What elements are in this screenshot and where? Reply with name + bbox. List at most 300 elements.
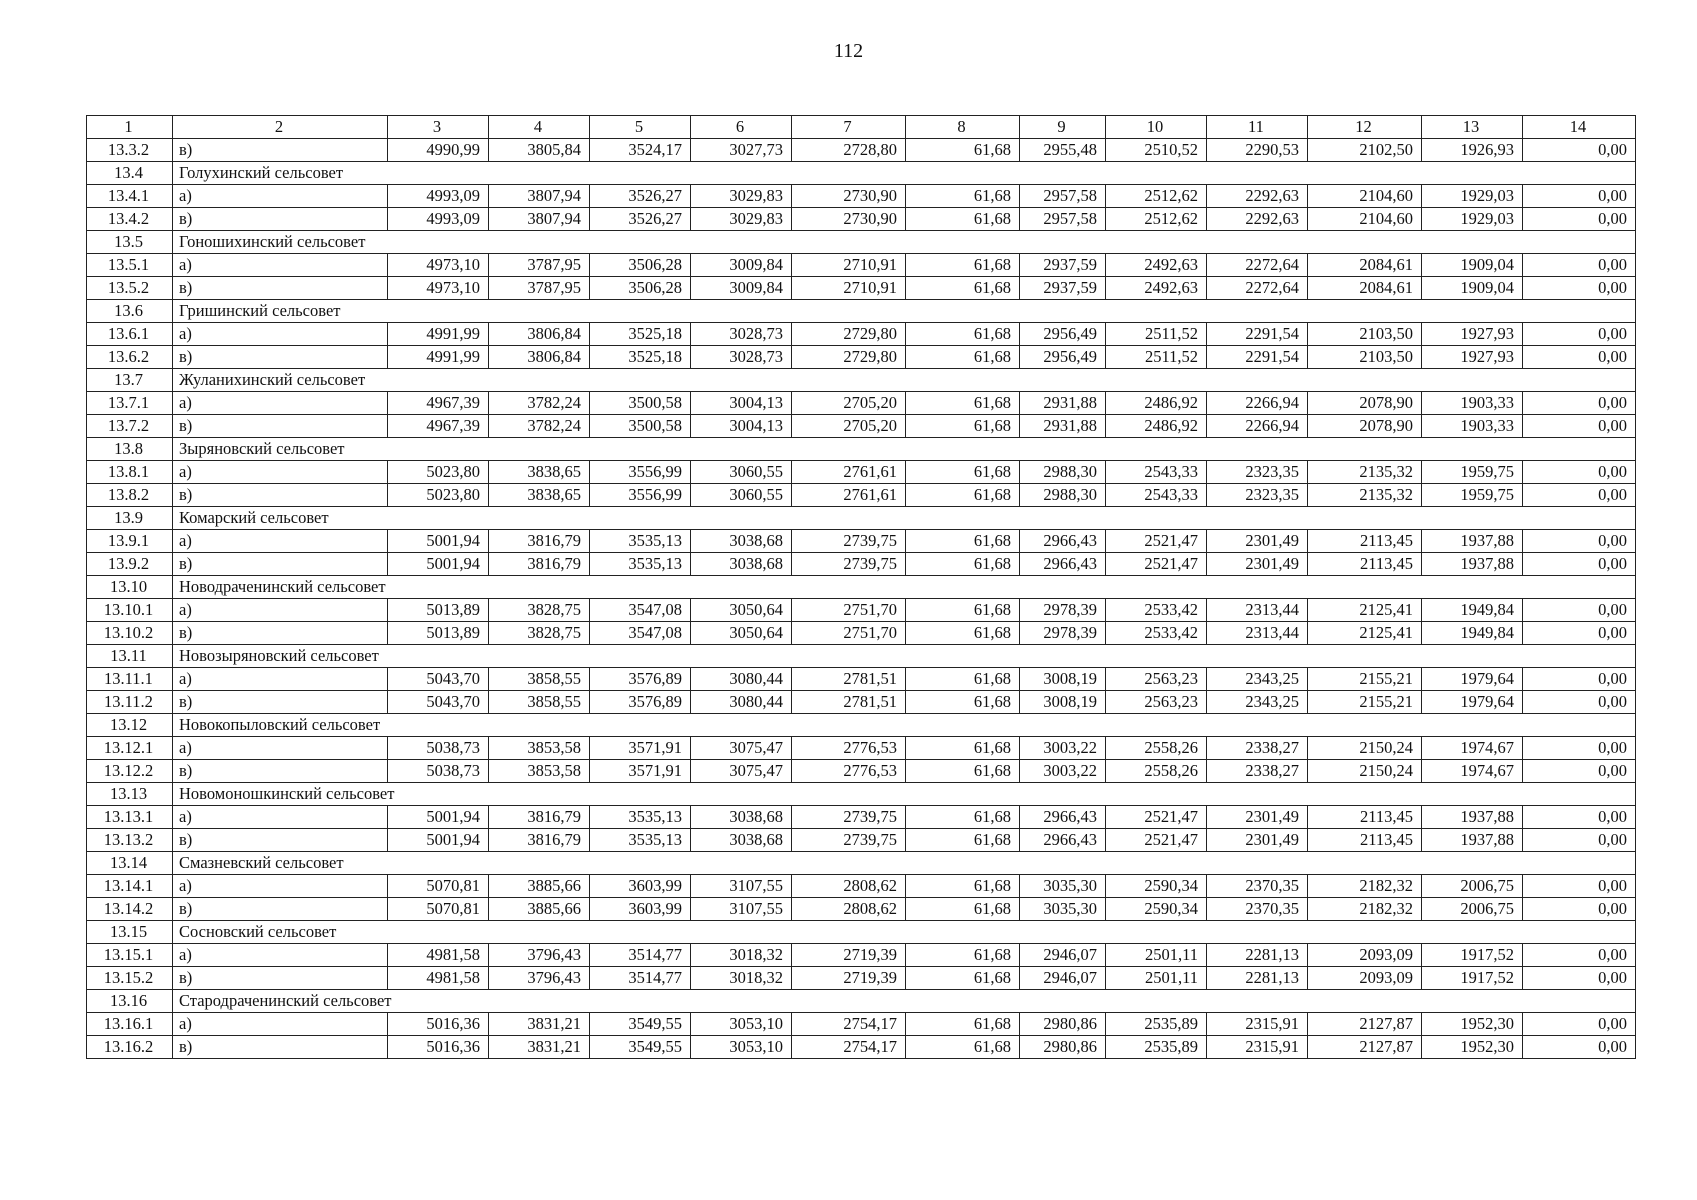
value-cell: 5001,94 [388, 553, 489, 576]
value-cell: 2290,53 [1207, 139, 1308, 162]
value-cell: 0,00 [1523, 829, 1636, 852]
value-cell: 3075,47 [691, 737, 792, 760]
value-cell: 2301,49 [1207, 806, 1308, 829]
column-number-cell: 5 [590, 116, 691, 139]
row-variant: а) [173, 668, 388, 691]
value-cell: 2301,49 [1207, 829, 1308, 852]
row-code: 13.4.1 [87, 185, 173, 208]
value-cell: 61,68 [906, 668, 1020, 691]
table-row [87, 530, 1636, 553]
section-row [87, 438, 1636, 461]
value-cell: 1952,30 [1422, 1036, 1523, 1059]
column-number-cell: 2 [173, 116, 388, 139]
value-cell: 2521,47 [1106, 806, 1207, 829]
row-code: 13.5.1 [87, 254, 173, 277]
row-variant: а) [173, 461, 388, 484]
value-cell: 0,00 [1523, 760, 1636, 783]
value-cell: 2705,20 [792, 415, 906, 438]
value-cell: 2590,34 [1106, 898, 1207, 921]
value-cell: 2113,45 [1308, 806, 1422, 829]
value-cell: 1917,52 [1422, 944, 1523, 967]
value-cell: 2719,39 [792, 967, 906, 990]
value-cell: 5070,81 [388, 898, 489, 921]
section-row [87, 231, 1636, 254]
value-cell: 2127,87 [1308, 1036, 1422, 1059]
value-cell: 1929,03 [1422, 208, 1523, 231]
value-cell: 2563,23 [1106, 668, 1207, 691]
value-cell: 2808,62 [792, 898, 906, 921]
column-number-cell: 6 [691, 116, 792, 139]
value-cell: 1974,67 [1422, 760, 1523, 783]
value-cell: 2006,75 [1422, 898, 1523, 921]
value-cell: 3035,30 [1020, 898, 1106, 921]
value-cell: 2966,43 [1020, 553, 1106, 576]
table-row [87, 737, 1636, 760]
value-cell: 3003,22 [1020, 737, 1106, 760]
value-cell: 3556,99 [590, 484, 691, 507]
value-cell: 2937,59 [1020, 277, 1106, 300]
row-variant: а) [173, 599, 388, 622]
table-row [87, 461, 1636, 484]
value-cell: 2125,41 [1308, 622, 1422, 645]
value-cell: 5016,36 [388, 1013, 489, 1036]
row-code: 13.10.1 [87, 599, 173, 622]
value-cell: 3576,89 [590, 668, 691, 691]
value-cell: 3038,68 [691, 530, 792, 553]
row-variant: в) [173, 139, 388, 162]
value-cell: 61,68 [906, 691, 1020, 714]
value-cell: 2730,90 [792, 208, 906, 231]
value-cell: 2957,58 [1020, 208, 1106, 231]
column-number-cell: 1 [87, 116, 173, 139]
column-number-cell: 3 [388, 116, 489, 139]
value-cell: 2728,80 [792, 139, 906, 162]
value-cell: 2104,60 [1308, 208, 1422, 231]
value-cell: 0,00 [1523, 185, 1636, 208]
column-number-cell: 12 [1308, 116, 1422, 139]
row-variant: в) [173, 898, 388, 921]
value-cell: 2955,48 [1020, 139, 1106, 162]
value-cell: 3060,55 [691, 461, 792, 484]
value-cell: 3576,89 [590, 691, 691, 714]
row-code: 13.7.1 [87, 392, 173, 415]
value-cell: 3831,21 [489, 1013, 590, 1036]
value-cell: 61,68 [906, 599, 1020, 622]
value-cell: 0,00 [1523, 139, 1636, 162]
value-cell: 2492,63 [1106, 254, 1207, 277]
value-cell: 3535,13 [590, 829, 691, 852]
value-cell: 2739,75 [792, 806, 906, 829]
value-cell: 0,00 [1523, 691, 1636, 714]
value-cell: 3035,30 [1020, 875, 1106, 898]
section-title: Новокопыловский сельсовет [173, 714, 1636, 737]
value-cell: 3858,55 [489, 691, 590, 714]
section-title: Сосновский сельсовет [173, 921, 1636, 944]
value-cell: 3028,73 [691, 346, 792, 369]
value-cell: 3556,99 [590, 461, 691, 484]
section-title: Новозыряновский сельсовет [173, 645, 1636, 668]
column-number-cell: 8 [906, 116, 1020, 139]
value-cell: 2501,11 [1106, 944, 1207, 967]
row-code: 13.13.1 [87, 806, 173, 829]
row-variant: а) [173, 1013, 388, 1036]
value-cell: 3787,95 [489, 254, 590, 277]
value-cell: 3500,58 [590, 415, 691, 438]
value-cell: 0,00 [1523, 277, 1636, 300]
value-cell: 3009,84 [691, 277, 792, 300]
value-cell: 3506,28 [590, 254, 691, 277]
value-cell: 4973,10 [388, 254, 489, 277]
value-cell: 2266,94 [1207, 392, 1308, 415]
value-cell: 2343,25 [1207, 691, 1308, 714]
value-cell: 61,68 [906, 898, 1020, 921]
row-code: 13.5.2 [87, 277, 173, 300]
value-cell: 2946,07 [1020, 967, 1106, 990]
value-cell: 2558,26 [1106, 737, 1207, 760]
value-cell: 3018,32 [691, 944, 792, 967]
value-cell: 2751,70 [792, 622, 906, 645]
table-row [87, 323, 1636, 346]
value-cell: 61,68 [906, 806, 1020, 829]
value-cell: 1903,33 [1422, 392, 1523, 415]
value-cell: 3816,79 [489, 553, 590, 576]
value-cell: 1937,88 [1422, 806, 1523, 829]
value-cell: 1974,67 [1422, 737, 1523, 760]
section-code: 13.8 [87, 438, 173, 461]
value-cell: 2292,63 [1207, 208, 1308, 231]
value-cell: 2980,86 [1020, 1036, 1106, 1059]
value-cell: 3038,68 [691, 829, 792, 852]
value-cell: 2084,61 [1308, 254, 1422, 277]
value-cell: 2761,61 [792, 484, 906, 507]
section-title: Смазневский сельсовет [173, 852, 1636, 875]
value-cell: 3038,68 [691, 806, 792, 829]
value-cell: 2343,25 [1207, 668, 1308, 691]
value-cell: 2155,21 [1308, 668, 1422, 691]
value-cell: 3050,64 [691, 599, 792, 622]
section-row [87, 369, 1636, 392]
value-cell: 2006,75 [1422, 875, 1523, 898]
value-cell: 3526,27 [590, 185, 691, 208]
section-title: Жуланихинский сельсовет [173, 369, 1636, 392]
value-cell: 2781,51 [792, 691, 906, 714]
value-cell: 3796,43 [489, 967, 590, 990]
value-cell: 2486,92 [1106, 415, 1207, 438]
tariff-table [86, 115, 1636, 1059]
table-row [87, 484, 1636, 507]
value-cell: 3506,28 [590, 277, 691, 300]
value-cell: 0,00 [1523, 1013, 1636, 1036]
value-cell: 2370,35 [1207, 875, 1308, 898]
column-number-cell: 13 [1422, 116, 1523, 139]
value-cell: 5070,81 [388, 875, 489, 898]
value-cell: 61,68 [906, 139, 1020, 162]
value-cell: 61,68 [906, 875, 1020, 898]
value-cell: 0,00 [1523, 461, 1636, 484]
section-title: Гоношихинский сельсовет [173, 231, 1636, 254]
value-cell: 1979,64 [1422, 691, 1523, 714]
section-row [87, 645, 1636, 668]
value-cell: 3571,91 [590, 760, 691, 783]
value-cell: 2978,39 [1020, 622, 1106, 645]
value-cell: 3053,10 [691, 1036, 792, 1059]
row-variant: в) [173, 484, 388, 507]
value-cell: 0,00 [1523, 737, 1636, 760]
section-code: 13.15 [87, 921, 173, 944]
value-cell: 1959,75 [1422, 461, 1523, 484]
value-cell: 3003,22 [1020, 760, 1106, 783]
row-variant: в) [173, 553, 388, 576]
value-cell: 4973,10 [388, 277, 489, 300]
column-number-cell: 4 [489, 116, 590, 139]
value-cell: 1903,33 [1422, 415, 1523, 438]
section-code: 13.16 [87, 990, 173, 1013]
value-cell: 3816,79 [489, 829, 590, 852]
value-cell: 4981,58 [388, 967, 489, 990]
column-number-cell: 14 [1523, 116, 1636, 139]
value-cell: 2558,26 [1106, 760, 1207, 783]
value-cell: 2272,64 [1207, 254, 1308, 277]
section-code: 13.5 [87, 231, 173, 254]
value-cell: 2521,47 [1106, 829, 1207, 852]
row-variant: в) [173, 691, 388, 714]
value-cell: 1937,88 [1422, 553, 1523, 576]
value-cell: 2292,63 [1207, 185, 1308, 208]
row-code: 13.15.2 [87, 967, 173, 990]
value-cell: 0,00 [1523, 553, 1636, 576]
table-row [87, 944, 1636, 967]
section-row [87, 852, 1636, 875]
value-cell: 2751,70 [792, 599, 906, 622]
row-variant: в) [173, 760, 388, 783]
value-cell: 1917,52 [1422, 967, 1523, 990]
value-cell: 2135,32 [1308, 461, 1422, 484]
value-cell: 0,00 [1523, 668, 1636, 691]
value-cell: 2313,44 [1207, 599, 1308, 622]
value-cell: 2370,35 [1207, 898, 1308, 921]
value-cell: 2781,51 [792, 668, 906, 691]
section-code: 13.7 [87, 369, 173, 392]
value-cell: 0,00 [1523, 392, 1636, 415]
value-cell: 4967,39 [388, 415, 489, 438]
value-cell: 2533,42 [1106, 599, 1207, 622]
section-code: 13.6 [87, 300, 173, 323]
value-cell: 2988,30 [1020, 484, 1106, 507]
value-cell: 2127,87 [1308, 1013, 1422, 1036]
row-code: 13.11.1 [87, 668, 173, 691]
value-cell: 0,00 [1523, 323, 1636, 346]
value-cell: 3525,18 [590, 323, 691, 346]
value-cell: 5016,36 [388, 1036, 489, 1059]
section-title: Новодраченинский сельсовет [173, 576, 1636, 599]
table-row [87, 691, 1636, 714]
value-cell: 61,68 [906, 392, 1020, 415]
section-title: Комарский сельсовет [173, 507, 1636, 530]
section-title: Зыряновский сельсовет [173, 438, 1636, 461]
value-cell: 0,00 [1523, 944, 1636, 967]
value-cell: 2155,21 [1308, 691, 1422, 714]
row-variant: в) [173, 967, 388, 990]
value-cell: 61,68 [906, 737, 1020, 760]
value-cell: 2533,42 [1106, 622, 1207, 645]
table-row [87, 806, 1636, 829]
value-cell: 3828,75 [489, 599, 590, 622]
value-cell: 1979,64 [1422, 668, 1523, 691]
table-row [87, 1013, 1636, 1036]
value-cell: 2590,34 [1106, 875, 1207, 898]
value-cell: 2510,52 [1106, 139, 1207, 162]
value-cell: 2966,43 [1020, 806, 1106, 829]
value-cell: 3838,65 [489, 484, 590, 507]
section-row [87, 783, 1636, 806]
value-cell: 4993,09 [388, 185, 489, 208]
value-cell: 2729,80 [792, 346, 906, 369]
section-row [87, 576, 1636, 599]
row-code: 13.6.1 [87, 323, 173, 346]
value-cell: 2521,47 [1106, 530, 1207, 553]
value-cell: 2511,52 [1106, 323, 1207, 346]
value-cell: 2338,27 [1207, 737, 1308, 760]
value-cell: 3107,55 [691, 875, 792, 898]
value-cell: 2313,44 [1207, 622, 1308, 645]
value-cell: 3885,66 [489, 875, 590, 898]
value-cell: 2113,45 [1308, 829, 1422, 852]
value-cell: 3008,19 [1020, 668, 1106, 691]
value-cell: 61,68 [906, 415, 1020, 438]
row-variant: в) [173, 346, 388, 369]
page-number: 112 [833, 40, 864, 62]
section-title: Гришинский сельсовет [173, 300, 1636, 323]
value-cell: 2980,86 [1020, 1013, 1106, 1036]
value-cell: 4991,99 [388, 346, 489, 369]
value-cell: 3060,55 [691, 484, 792, 507]
value-cell: 3782,24 [489, 392, 590, 415]
section-title: Голухинский сельсовет [173, 162, 1636, 185]
value-cell: 3806,84 [489, 346, 590, 369]
value-cell: 2978,39 [1020, 599, 1106, 622]
value-cell: 1926,93 [1422, 139, 1523, 162]
value-cell: 5013,89 [388, 599, 489, 622]
value-cell: 3050,64 [691, 622, 792, 645]
value-cell: 2937,59 [1020, 254, 1106, 277]
value-cell: 2492,63 [1106, 277, 1207, 300]
row-variant: в) [173, 829, 388, 852]
row-code: 13.6.2 [87, 346, 173, 369]
value-cell: 2501,11 [1106, 967, 1207, 990]
value-cell: 2966,43 [1020, 530, 1106, 553]
value-cell: 61,68 [906, 461, 1020, 484]
header-row [87, 116, 1636, 139]
section-code: 13.9 [87, 507, 173, 530]
value-cell: 3549,55 [590, 1013, 691, 1036]
value-cell: 2150,24 [1308, 760, 1422, 783]
table-row [87, 139, 1636, 162]
row-variant: а) [173, 875, 388, 898]
table-row [87, 829, 1636, 852]
value-cell: 61,68 [906, 829, 1020, 852]
value-cell: 2957,58 [1020, 185, 1106, 208]
value-cell: 1937,88 [1422, 829, 1523, 852]
value-cell: 3547,08 [590, 622, 691, 645]
value-cell: 0,00 [1523, 1036, 1636, 1059]
value-cell: 3603,99 [590, 875, 691, 898]
table-row [87, 553, 1636, 576]
value-cell: 2103,50 [1308, 323, 1422, 346]
row-variant: в) [173, 208, 388, 231]
section-row [87, 990, 1636, 1013]
value-cell: 1937,88 [1422, 530, 1523, 553]
row-code: 13.16.2 [87, 1036, 173, 1059]
section-row [87, 300, 1636, 323]
value-cell: 2511,52 [1106, 346, 1207, 369]
value-cell: 2182,32 [1308, 875, 1422, 898]
row-code: 13.16.1 [87, 1013, 173, 1036]
row-code: 13.8.1 [87, 461, 173, 484]
value-cell: 2323,35 [1207, 484, 1308, 507]
value-cell: 3525,18 [590, 346, 691, 369]
row-variant: в) [173, 277, 388, 300]
value-cell: 2315,91 [1207, 1036, 1308, 1059]
section-title: Стародраченинский сельсовет [173, 990, 1636, 1013]
table-row [87, 277, 1636, 300]
section-code: 13.10 [87, 576, 173, 599]
value-cell: 2150,24 [1308, 737, 1422, 760]
value-cell: 5001,94 [388, 829, 489, 852]
value-cell: 3107,55 [691, 898, 792, 921]
value-cell: 3828,75 [489, 622, 590, 645]
value-cell: 2956,49 [1020, 323, 1106, 346]
column-number-cell: 9 [1020, 116, 1106, 139]
value-cell: 5043,70 [388, 668, 489, 691]
value-cell: 2739,75 [792, 829, 906, 852]
value-cell: 61,68 [906, 484, 1020, 507]
value-cell: 61,68 [906, 622, 1020, 645]
value-cell: 5038,73 [388, 760, 489, 783]
value-cell: 2754,17 [792, 1013, 906, 1036]
section-code: 13.4 [87, 162, 173, 185]
value-cell: 3535,13 [590, 530, 691, 553]
row-variant: а) [173, 806, 388, 829]
value-cell: 2281,13 [1207, 944, 1308, 967]
section-code: 13.12 [87, 714, 173, 737]
row-code: 13.10.2 [87, 622, 173, 645]
value-cell: 2543,33 [1106, 461, 1207, 484]
value-cell: 1927,93 [1422, 346, 1523, 369]
value-cell: 5001,94 [388, 530, 489, 553]
table-row [87, 760, 1636, 783]
value-cell: 4993,09 [388, 208, 489, 231]
value-cell: 61,68 [906, 944, 1020, 967]
value-cell: 2535,89 [1106, 1036, 1207, 1059]
row-code: 13.12.2 [87, 760, 173, 783]
value-cell: 61,68 [906, 760, 1020, 783]
value-cell: 3603,99 [590, 898, 691, 921]
value-cell: 3029,83 [691, 208, 792, 231]
value-cell: 2078,90 [1308, 392, 1422, 415]
value-cell: 3524,17 [590, 139, 691, 162]
value-cell: 2301,49 [1207, 530, 1308, 553]
section-code: 13.14 [87, 852, 173, 875]
value-cell: 0,00 [1523, 484, 1636, 507]
value-cell: 2113,45 [1308, 553, 1422, 576]
table-row [87, 1036, 1636, 1059]
value-cell: 3080,44 [691, 668, 792, 691]
value-cell: 0,00 [1523, 208, 1636, 231]
value-cell: 4991,99 [388, 323, 489, 346]
value-cell: 3004,13 [691, 415, 792, 438]
value-cell: 4981,58 [388, 944, 489, 967]
value-cell: 2739,75 [792, 553, 906, 576]
